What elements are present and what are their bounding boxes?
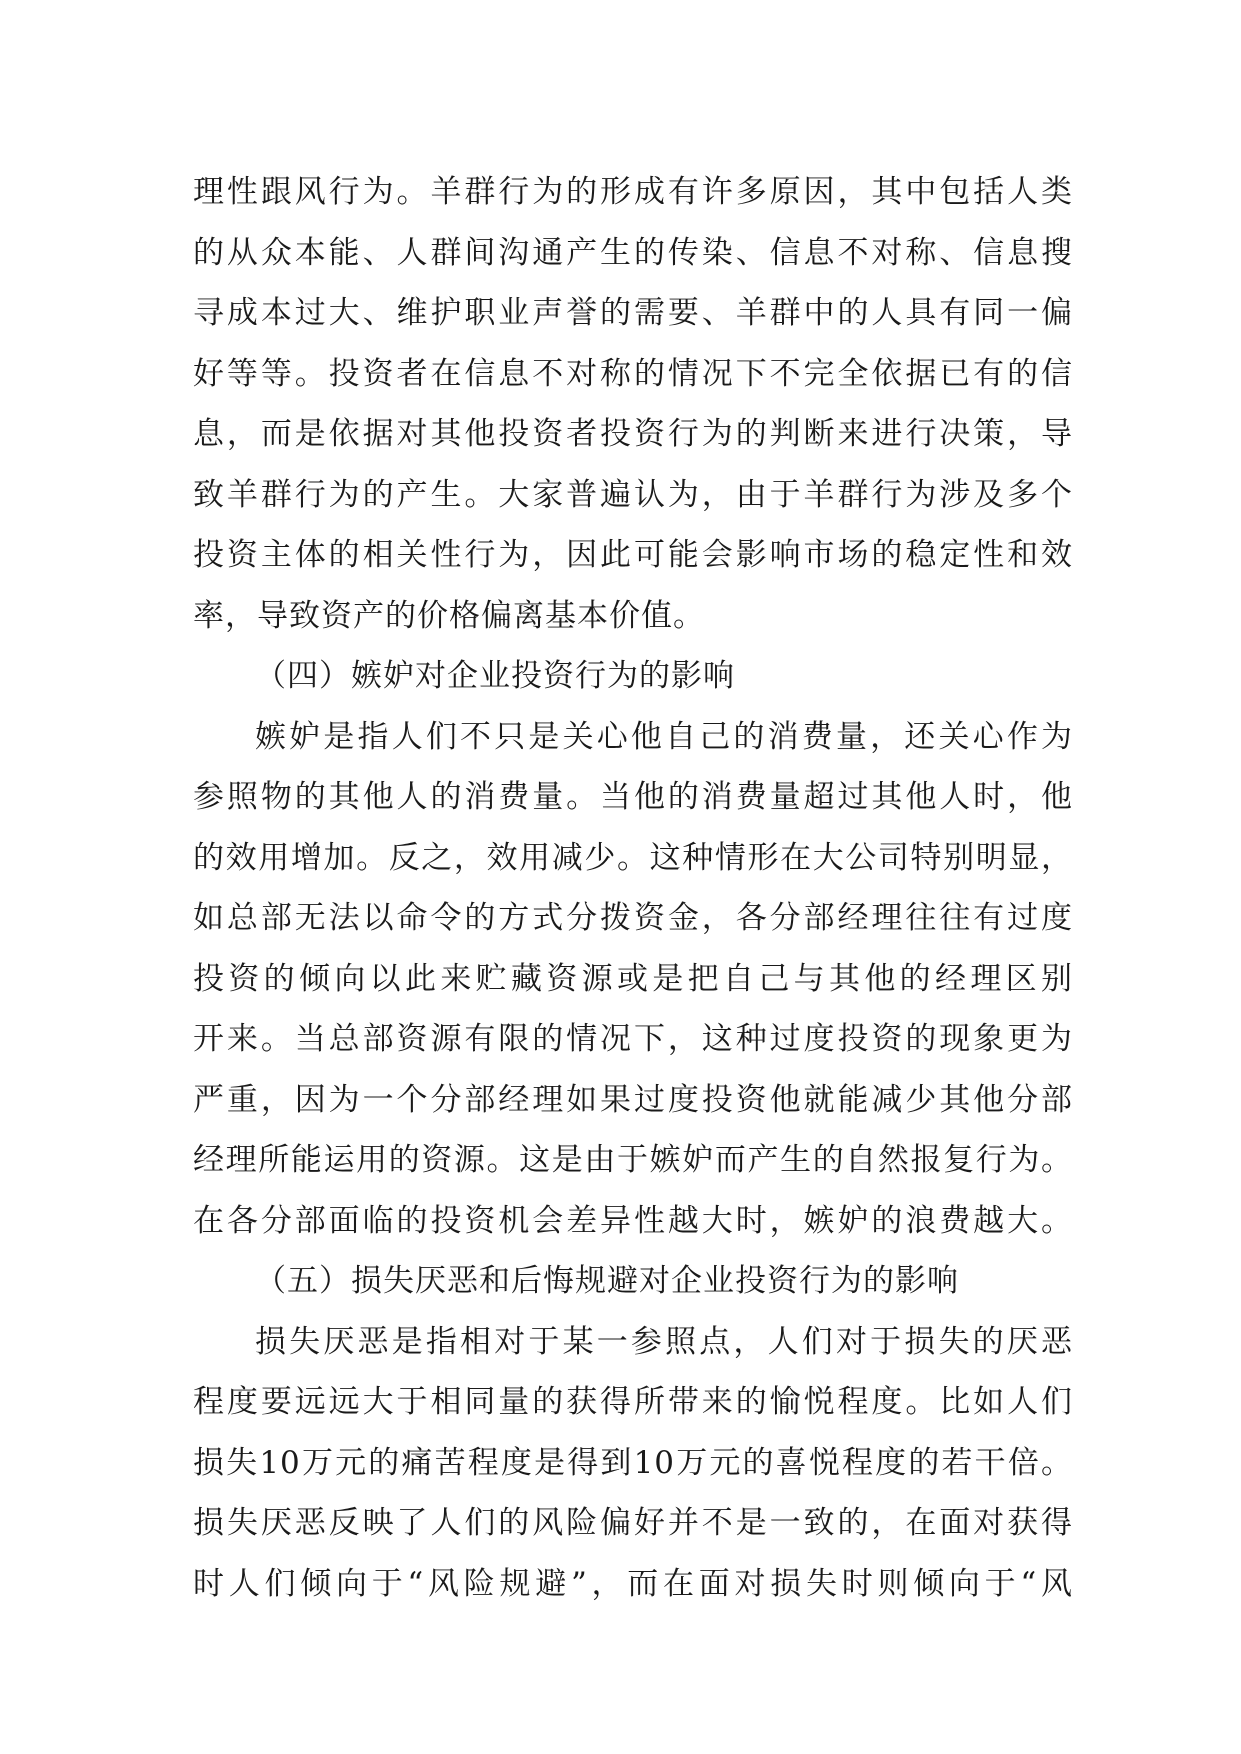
- text-line: 嫉妒是指人们不只是关心他自己的消费量，还关心作为: [255, 718, 1073, 755]
- text-line: 息，而是依据对其他投资者投资行为的判断来进行决策，导: [193, 416, 1073, 452]
- text-line: 投资的倾向以此来贮藏资源或是把自己与其他的经理区别: [193, 960, 1073, 997]
- text-line: 时人们倾向于“风险规避”，而在面对损失时则倾向于“风: [193, 1565, 1073, 1602]
- text-line: 严重，因为一个分部经理如果过度投资他就能减少其他分部: [193, 1081, 1073, 1118]
- text-line: 的从众本能、人群间沟通产生的传染、信息不对称、信息搜: [193, 234, 1073, 271]
- text-line: 程度要远远大于相同量的获得所带来的愉悦程度。比如人们: [193, 1384, 1073, 1420]
- text-line: 在各分部面临的投资机会差异性越大时，嫉妒的浪费越大。: [193, 1202, 1073, 1239]
- text-line: 损失厌恶是指相对于某一参照点，人们对于损失的厌恶: [255, 1323, 1073, 1360]
- text-line: 损失厌恶反映了人们的风险偏好并不是一致的，在面对获得: [193, 1505, 1073, 1541]
- text-line: 损失10万元的痛苦程度是得到10万元的喜悦程度的若干倍。: [193, 1444, 1073, 1481]
- text-line: 率，导致资产的价格偏离基本价值。: [193, 597, 705, 634]
- section-heading: （五）损失厌恶和后悔规避对企业投资行为的影响: [255, 1263, 959, 1299]
- text-line: 开来。当总部资源有限的情况下，这种过度投资的现象更为: [193, 1021, 1073, 1057]
- text-line: 经理所能运用的资源。这是由于嫉妒而产生的自然报复行为。: [193, 1142, 1073, 1178]
- text-line: 寻成本过大、维护职业声誉的需要、羊群中的人具有同一偏: [193, 295, 1073, 331]
- text-line: 参照物的其他人的消费量。当他的消费量超过其他人时，他: [193, 779, 1073, 815]
- page-body: [193, 162, 1073, 1614]
- text-line: 投资主体的相关性行为，因此可能会影响市场的稳定性和效: [193, 537, 1073, 573]
- text-line: 好等等。投资者在信息不对称的情况下不完全依据已有的信: [193, 355, 1073, 392]
- text-line: 理性跟风行为。羊群行为的形成有许多原因，其中包括人类: [193, 174, 1073, 210]
- section-heading: （四）嫉妒对企业投资行为的影响: [255, 658, 735, 694]
- text-line: 如总部无法以命令的方式分拨资金，各分部经理往往有过度: [193, 900, 1073, 936]
- text-line: 致羊群行为的产生。大家普遍认为，由于羊群行为涉及多个: [193, 476, 1073, 513]
- text-line: 的效用增加。反之，效用减少。这种情形在大公司特别明显，: [193, 839, 1073, 876]
